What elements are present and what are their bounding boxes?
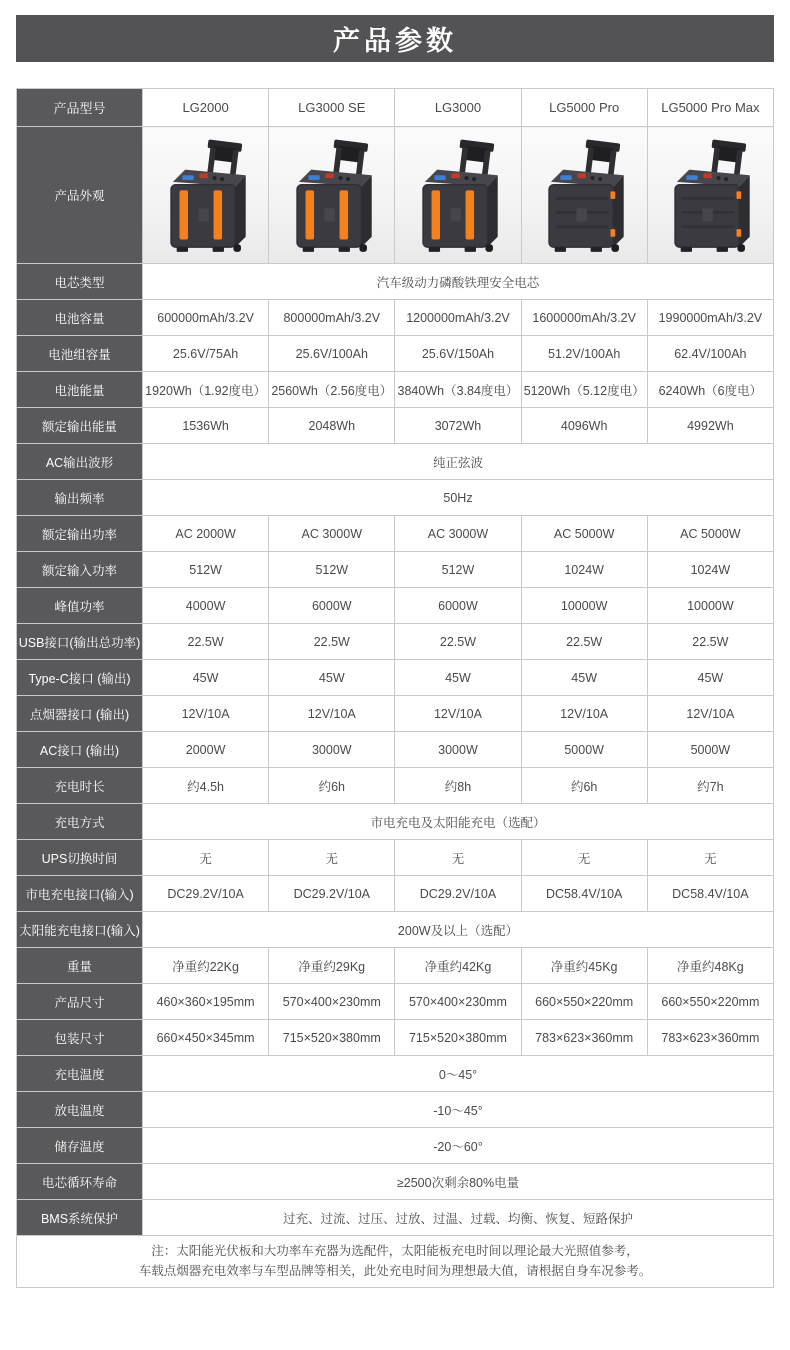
case-stripe-right [213,190,222,239]
brand-plate [198,208,208,221]
case-wheel [485,244,493,252]
table-row [17,444,774,480]
footnote [17,1236,774,1288]
spec-cell: 460×360×195mm [143,984,269,1020]
table-row [17,804,774,840]
spec-cell: 660×550×220mm [647,984,773,1020]
spec-cell-span: 200W及以上（选配） [143,912,774,948]
brand-plate [577,208,587,221]
power-station-lg2000 [154,136,258,258]
case-foot [212,247,223,252]
power-switch [704,173,713,178]
spec-cell: 22.5W [395,624,521,660]
table-row [17,1056,774,1092]
spec-cell: 783×623×360mm [521,1020,647,1056]
spec-cell: 无 [395,840,521,876]
spec-cell: 净重约22Kg [143,948,269,984]
spec-cell: 22.5W [647,624,773,660]
case-side-face [235,175,245,247]
table-row [17,948,774,984]
row-label: 电芯循环寿命 [17,1164,143,1200]
spec-cell-span: 汽车级动力磷酸铁理安全电芯 [143,264,774,300]
table-row [17,1128,774,1164]
table-row [17,336,774,372]
spec-cell: 25.6V/100Ah [269,336,395,372]
spec-cell: 600000mAh/3.2V [143,300,269,336]
product-model-cell: LG2000 [143,89,269,127]
port-dot [717,176,721,180]
row-label: 额定输出能量 [17,408,143,444]
power-station-lg5000-pro-max [658,136,762,258]
spec-cell: 3840Wh（3.84度电） [395,372,521,408]
table-row [17,1236,774,1288]
spec-cell: AC 3000W [395,516,521,552]
row-label: USB接口(输出总功率) [17,624,143,660]
spec-table-body [17,89,774,1288]
spec-cell: 512W [269,552,395,588]
spec-cell: 3072Wh [395,408,521,444]
port-dot [220,177,224,181]
row-label: 重量 [17,948,143,984]
footnote-line-1: 注：太阳能光伏板和大功率车充器为选配件，太阳能板充电时间以理论最大光照值参考， [151,1244,639,1259]
spec-cell: 660×450×345mm [143,1020,269,1056]
power-switch [578,173,587,178]
row-label: 充电时长 [17,768,143,804]
status-screen [561,175,572,180]
table-row [17,300,774,336]
power-switch [325,173,334,178]
power-station-lg3000-se [280,136,384,258]
spec-cell: 2048Wh [269,408,395,444]
spec-cell: 12V/10A [143,696,269,732]
row-label: 产品外观 [17,127,143,264]
spec-cell: 无 [143,840,269,876]
table-row [17,768,774,804]
spec-cell: DC29.2V/10A [395,876,521,912]
spec-cell: 5120Wh（5.12度电） [521,372,647,408]
status-screen [434,175,445,180]
row-label: UPS切换时间 [17,840,143,876]
case-wheel [612,244,620,252]
case-foot [302,247,313,252]
power-switch [199,173,208,178]
table-row [17,1200,774,1236]
spec-cell: 1024W [521,552,647,588]
case-wheel [738,244,746,252]
spec-cell: 净重约45Kg [521,948,647,984]
spec-cell: 约8h [395,768,521,804]
spec-cell: 512W [143,552,269,588]
row-label: BMS系统保护 [17,1200,143,1236]
case-stripe-right [339,190,348,239]
spec-cell: 3000W [269,732,395,768]
table-row [17,480,774,516]
row-label: 点烟器接口 (输出) [17,696,143,732]
row-label: Type-C接口 (输出) [17,660,143,696]
spec-cell: 无 [521,840,647,876]
spec-cell: 12V/10A [647,696,773,732]
table-row [17,588,774,624]
spec-cell: 25.6V/150Ah [395,336,521,372]
spec-cell: 1920Wh（1.92度电） [143,372,269,408]
case-latch-accent [611,191,616,199]
brand-plate [324,208,334,221]
spec-cell: AC 5000W [647,516,773,552]
product-image-cell [143,127,269,264]
spec-cell: 12V/10A [521,696,647,732]
spec-cell: 12V/10A [395,696,521,732]
case-foot [717,247,728,252]
spec-cell: DC29.2V/10A [143,876,269,912]
row-label: 电池容量 [17,300,143,336]
spec-cell: AC 5000W [521,516,647,552]
spec-cell: 512W [395,552,521,588]
table-row [17,408,774,444]
case-side-face [487,175,497,247]
case-rib [556,225,609,228]
case-latch-accent [737,229,742,237]
spec-cell: 45W [395,660,521,696]
port-dot [464,176,468,180]
spec-cell: 570×400×230mm [269,984,395,1020]
case-wheel [233,244,241,252]
row-label: 额定输出功率 [17,516,143,552]
product-model-cell: LG5000 Pro [521,89,647,127]
spec-cell: AC 2000W [143,516,269,552]
spec-cell: 1024W [647,552,773,588]
spec-cell: 10000W [521,588,647,624]
spec-cell: 45W [521,660,647,696]
spec-cell-span: ≥2500次剩余80%电量 [143,1164,774,1200]
spec-cell: 5000W [647,732,773,768]
table-row [17,624,774,660]
spec-cell: 约6h [269,768,395,804]
spec-cell: 1200000mAh/3.2V [395,300,521,336]
spec-cell: 2000W [143,732,269,768]
status-screen [182,175,193,180]
table-row [17,264,774,300]
row-label: 包装尺寸 [17,1020,143,1056]
spec-cell: DC58.4V/10A [647,876,773,912]
case-rib [556,197,609,200]
row-label: 电池能量 [17,372,143,408]
spec-cell: 45W [143,660,269,696]
row-label: AC输出波形 [17,444,143,480]
spec-cell: 约6h [521,768,647,804]
port-dot [346,177,350,181]
page-title: 产品参数 [333,26,457,56]
table-row [17,552,774,588]
case-foot [591,247,602,252]
case-stripe-left [431,190,440,239]
table-row [17,984,774,1020]
row-label: 充电温度 [17,1056,143,1092]
product-model-cell: LG3000 [395,89,521,127]
spec-cell-span: 50Hz [143,480,774,516]
spec-cell: 51.2V/100Ah [521,336,647,372]
power-switch [451,173,460,178]
spec-cell: 22.5W [269,624,395,660]
table-row [17,696,774,732]
table-row [17,372,774,408]
spec-cell: 1990000mAh/3.2V [647,300,773,336]
port-dot [212,176,216,180]
spec-cell: 净重约29Kg [269,948,395,984]
spec-cell: 1536Wh [143,408,269,444]
spec-cell: 715×520×380mm [395,1020,521,1056]
spec-cell-span: -10～45° [143,1092,774,1128]
table-row [17,660,774,696]
table-row [17,1020,774,1056]
spec-cell: DC29.2V/10A [269,876,395,912]
row-label: 太阳能充电接口(输入) [17,912,143,948]
product-model-cell: LG3000 SE [269,89,395,127]
case-latch-accent [737,191,742,199]
spec-cell: 4000W [143,588,269,624]
row-label: 输出频率 [17,480,143,516]
row-label: 额定输入功率 [17,552,143,588]
case-rib [682,197,735,200]
case-foot [176,247,187,252]
spec-cell: 6000W [395,588,521,624]
spec-cell: 45W [647,660,773,696]
case-stripe-right [466,190,475,239]
row-label: 峰值功率 [17,588,143,624]
spec-cell-span: 纯正弦波 [143,444,774,480]
status-screen [308,175,319,180]
spec-cell: 4096Wh [521,408,647,444]
table-row [17,912,774,948]
row-label: 电芯类型 [17,264,143,300]
case-side-face [361,175,371,247]
port-dot [591,176,595,180]
table-row [17,840,774,876]
spec-cell: 715×520×380mm [269,1020,395,1056]
spec-cell: AC 3000W [269,516,395,552]
footnote-line-2: 车载点烟器充电效率与车型品牌等相关，此处充电时间为理想最大值，请根据自身车况参考。 [138,1263,652,1278]
spec-cell: 6240Wh（6度电） [647,372,773,408]
case-foot [555,247,566,252]
row-label: 充电方式 [17,804,143,840]
spec-cell-span: 0～45° [143,1056,774,1092]
spec-cell: 约4.5h [143,768,269,804]
table-row [17,1164,774,1200]
case-foot [465,247,476,252]
case-stripe-left [179,190,188,239]
product-spec-table [16,88,774,1288]
spec-cell: 约7h [647,768,773,804]
case-foot [681,247,692,252]
spec-cell-span: -20～60° [143,1128,774,1164]
row-label: 储存温度 [17,1128,143,1164]
spec-cell: 570×400×230mm [395,984,521,1020]
spec-cell: 3000W [395,732,521,768]
case-wheel [359,244,367,252]
spec-cell: 62.4V/100Ah [647,336,773,372]
case-foot [338,247,349,252]
power-station-lg5000-pro [532,136,636,258]
port-dot [338,176,342,180]
case-stripe-left [305,190,314,239]
table-row [17,1092,774,1128]
status-screen [687,175,698,180]
product-image-cell [395,127,521,264]
row-label: 放电温度 [17,1092,143,1128]
brand-plate [450,208,460,221]
case-latch-accent [611,229,616,237]
spec-cell: 800000mAh/3.2V [269,300,395,336]
port-dot [724,177,728,181]
spec-cell: 5000W [521,732,647,768]
row-label: 产品型号 [17,89,143,127]
port-dot [472,177,476,181]
spec-cell: 无 [647,840,773,876]
spec-cell: DC58.4V/10A [521,876,647,912]
port-dot [598,177,602,181]
spec-cell: 22.5W [521,624,647,660]
product-model-cell: LG5000 Pro Max [647,89,773,127]
spec-cell: 1600000mAh/3.2V [521,300,647,336]
spec-cell: 4992Wh [647,408,773,444]
spec-cell: 25.6V/75Ah [143,336,269,372]
table-row [17,516,774,552]
product-image-cell [269,127,395,264]
spec-cell: 22.5W [143,624,269,660]
spec-cell: 6000W [269,588,395,624]
table-row [17,732,774,768]
row-label: 电池组容量 [17,336,143,372]
row-label: AC接口 (输出) [17,732,143,768]
table-row [17,876,774,912]
spec-cell: 660×550×220mm [521,984,647,1020]
spec-cell: 净重约48Kg [647,948,773,984]
case-rib [682,225,735,228]
spec-cell: 10000W [647,588,773,624]
page-header-banner [16,15,774,62]
spec-cell: 无 [269,840,395,876]
power-station-lg3000 [406,136,510,258]
case-foot [429,247,440,252]
spec-cell-span: 市电充电及太阳能充电（选配） [143,804,774,840]
spec-cell: 12V/10A [269,696,395,732]
spec-cell: 45W [269,660,395,696]
row-label: 市电充电接口(输入) [17,876,143,912]
brand-plate [703,208,713,221]
product-image-cell [647,127,773,264]
spec-cell: 783×623×360mm [647,1020,773,1056]
spec-cell-span: 过充、过流、过压、过放、过温、过载、均衡、恢复、短路保护 [143,1200,774,1236]
spec-cell: 2560Wh（2.56度电） [269,372,395,408]
product-image-cell [521,127,647,264]
table-row [17,127,774,264]
table-row [17,89,774,127]
row-label: 产品尺寸 [17,984,143,1020]
spec-cell: 净重约42Kg [395,948,521,984]
